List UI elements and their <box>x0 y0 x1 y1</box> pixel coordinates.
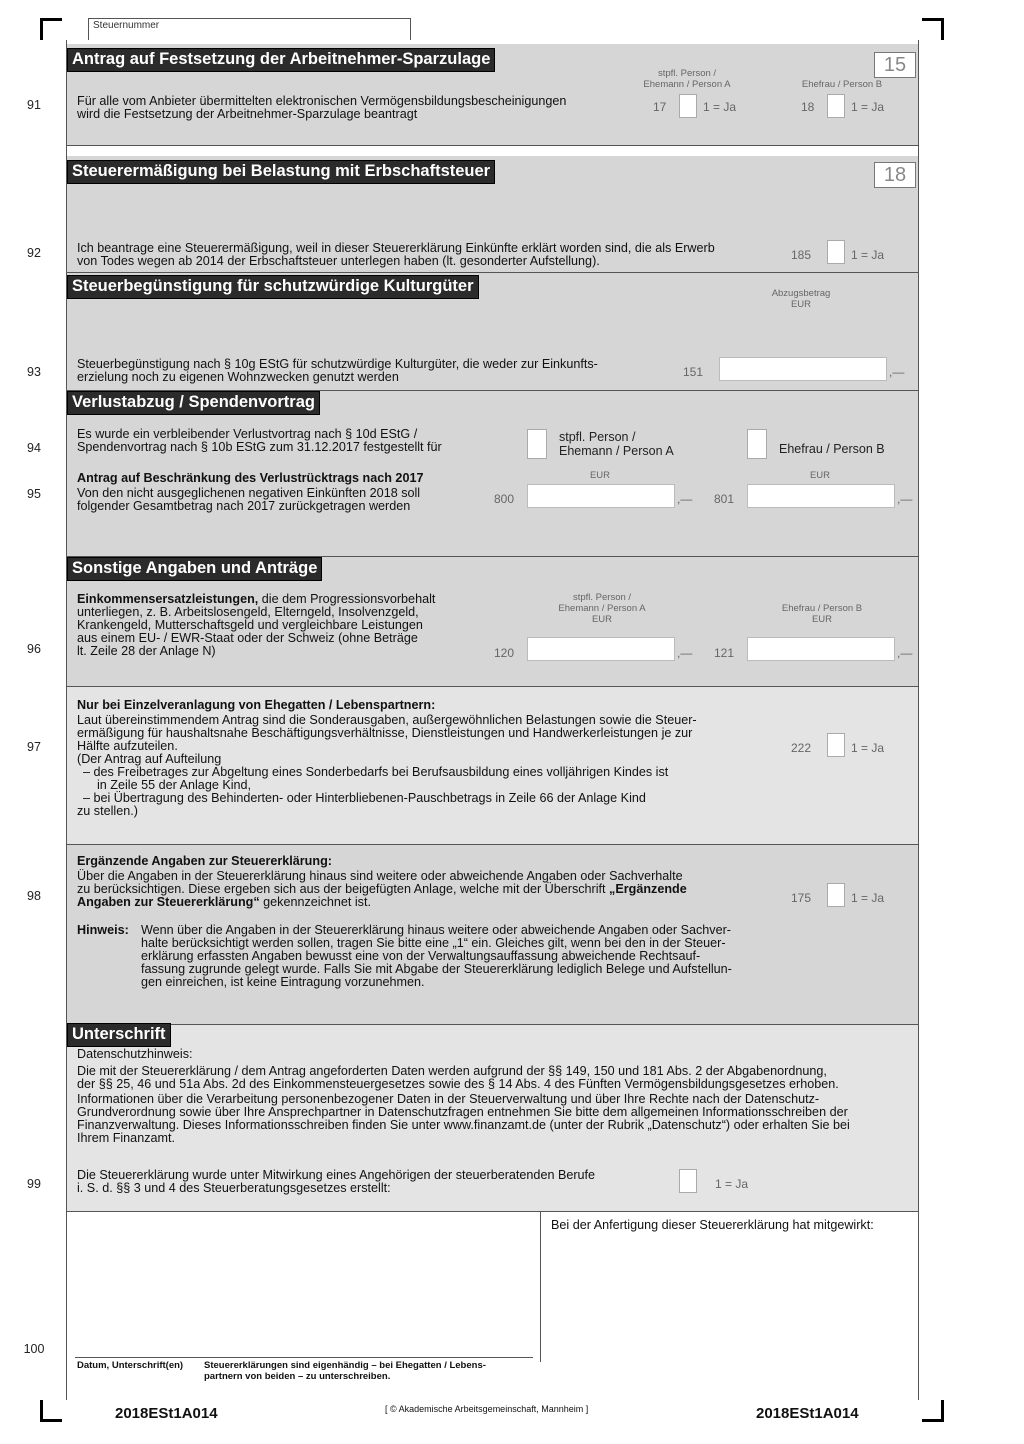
text-line: Datenschutzhinweis: <box>77 1047 193 1061</box>
text-line: Für alle vom Anbieter übermittelten elektronischen Vermögensbildungsbescheinigungen <box>77 94 567 108</box>
text-line: Grundverordnung sowie über Ihre Ansprechpartner in Datenschutzfragen entnehmen Sie bitte dem allgemeinen Informationsschreiben der <box>77 1105 848 1119</box>
column-person-a <box>627 68 747 90</box>
section-title: Verlustabzug / Spendenvortrag <box>67 391 320 415</box>
ja-label: 1 = Ja <box>851 741 885 755</box>
checkbox-einzelveranlagung[interactable] <box>827 733 845 757</box>
text-line: Informationen über die Verarbeitung personenbezogener Daten in der Steuerverwaltung und über Ihre Rechte nach der Datenschutz- <box>77 1092 820 1106</box>
text-line: (Der Antrag auf Aufteilung <box>77 752 222 766</box>
field-code: 151 <box>683 365 704 379</box>
line-number: 96 <box>27 642 41 656</box>
ja-label: 1 = Ja <box>851 248 885 262</box>
column-person-b: Ehefrau / Person B <box>801 79 883 90</box>
text-line: zu stellen.) <box>77 804 138 818</box>
column-label: Ehefrau / Person B <box>781 603 863 614</box>
person-b-label: Ehefrau / Person B <box>779 442 885 456</box>
text-line: – des Freibetrages zur Abgeltung eines Sonderbedarfs bei Berufsausbildung eines volljährigen Kindes ist <box>83 765 669 779</box>
line-number: 94 <box>27 441 41 455</box>
text-fragment: zu berücksichtigen. Diese ergeben sich aus der beigefügten Anlage, welche mit der Überschrift <box>77 882 610 896</box>
text-line: Über die Angaben in der Steuererklärung hinaus sind weitere oder abweichende Angaben oder Sachverhalte <box>77 869 683 883</box>
section-einzelveranlagung <box>27 687 918 845</box>
text-line: Die Steuererklärung wurde unter Mitwirkung eines Angehörigen der steuerberatenden Berufe <box>77 1168 596 1182</box>
cents-suffix: ,— <box>677 492 693 506</box>
signature-area <box>23 1212 918 1400</box>
form-body <box>23 40 919 1400</box>
section-sonstige-angaben <box>27 557 918 687</box>
person-a-label <box>559 430 674 458</box>
text-line: in Zeile 55 der Anlage Kind, <box>97 778 252 792</box>
text-line: lt. Zeile 28 der Anlage N) <box>77 644 216 658</box>
column-person-a <box>537 592 667 625</box>
mitgewirkt-field[interactable] <box>542 1212 918 1399</box>
text-line: halte berücksichtigt werden sollen, tragen Sie bitte eine „1“ ein. Gleiches gilt, wenn bei den in der Steuer- <box>141 936 726 950</box>
hinweis-label: Hinweis: <box>77 923 129 937</box>
line-number: 91 <box>27 98 41 112</box>
section-erbschaftsteuer <box>27 156 918 273</box>
field-code: 120 <box>494 646 515 660</box>
line-number: 98 <box>27 889 41 903</box>
text-line: von Todes wegen ab 2014 der Erbschaftsteuer unterlegen haben (lt. gesonderter Aufstellung). <box>77 254 600 268</box>
text-line: Wenn über die Angaben in der Steuererklärung hinaus weitere oder abweichende Angaben oder Sachver- <box>141 923 731 937</box>
text-emphasis: Angaben zur Steuererklärung“ <box>77 895 260 909</box>
text-line: der §§ 25, 46 und 51a Abs. 2d des Einkommensteuergesetzes sowie des § 14 Abs. 4 des Fünften Vermögensbildungsgesetzes erhoben. <box>77 1077 839 1091</box>
column-label: Ehemann / Person A <box>643 79 731 90</box>
text-line: – bei Übertragung des Behinderten- oder Hinterbliebenen-Pauschbetrags in Zeile 66 der Anlage Kind <box>83 791 646 805</box>
eur-label: EUR <box>809 470 831 481</box>
eur-label: EUR <box>589 470 611 481</box>
section-title: Unterschrift <box>67 1023 171 1047</box>
verlustruecktrag-person-b-input[interactable] <box>747 484 895 508</box>
section-verlustabzug <box>27 391 918 557</box>
text-line: unterliegen, z. B. Arbeitslosengeld, Elterngeld, Insolvenzgeld, <box>77 605 419 619</box>
section-title: Antrag auf Festsetzung der Arbeitnehmer-Sparzulage <box>67 48 495 72</box>
line-number: 97 <box>27 740 41 754</box>
column-abzugsbetrag <box>741 288 861 310</box>
line-number: 92 <box>27 246 41 260</box>
text-line: Krankengeld, Mutterschaftsgeld und vergleichbare Leistungen <box>77 618 423 632</box>
checkbox-erbschaftsteuer[interactable] <box>827 240 845 264</box>
text-heading: Einkommensersatzleistungen, <box>77 592 259 606</box>
text-line: Finanzverwaltung. Dieses Informationsschreiben finden Sie unter www.finanzamt.de (unter der Rubrik „Datenschutz“) oder erhalten Sie bei <box>77 1118 850 1132</box>
text-line: gen einreichen, ist keine Eintragung vorzunehmen. <box>141 975 425 989</box>
ja-label: 1 = Ja <box>703 100 737 114</box>
text-line: ermäßigung für haushaltsnahe Beschäftigungsverhältnisse, Dienstleistungen und Handwerkerleistungen je zur <box>77 726 693 740</box>
field-code: 185 <box>791 248 812 262</box>
ja-label: 1 = Ja <box>715 1177 749 1191</box>
signature-field[interactable] <box>67 1212 541 1362</box>
column-label: EUR <box>811 614 833 625</box>
field-code: 222 <box>791 741 812 755</box>
text-line: Ich beantrage eine Steuerermäßigung, weil in dieser Steuererklärung Einkünfte erklärt worden sind, die als Erwerb <box>77 241 715 255</box>
form-code-left: 2018ESt1A014 <box>115 1405 218 1422</box>
text-line: erzielung noch zu eigenen Wohnzwecken genutzt werden <box>77 370 399 384</box>
checkbox-person-b[interactable] <box>827 94 845 118</box>
line-number: 93 <box>27 365 41 379</box>
column-label: EUR <box>591 614 613 625</box>
line-number: 95 <box>27 487 41 501</box>
note-line: partnern von beiden – zu unterschreiben. <box>204 1371 391 1382</box>
text-line: Es wurde ein verbleibender Verlustvortrag nach § 10d EStG / <box>77 427 418 441</box>
signature-note <box>204 1360 486 1382</box>
signature-line <box>75 1357 533 1358</box>
abzugsbetrag-input[interactable] <box>719 357 887 381</box>
ja-label: 1 = Ja <box>851 891 885 905</box>
section-title: Steuerbegünstigung für schutzwürdige Kulturgüter <box>67 275 479 299</box>
checkbox-person-a[interactable] <box>679 94 697 118</box>
ja-label: 1 = Ja <box>851 100 885 114</box>
section-kulturgueter <box>27 273 918 391</box>
field-code: 18 <box>801 100 815 114</box>
label-line: stpfl. Person / <box>559 430 636 444</box>
checkbox-verlust-person-b[interactable] <box>747 429 767 459</box>
field-code: 121 <box>714 646 735 660</box>
section-box-number: 18 <box>874 162 916 188</box>
column-label: Ehemann / Person A <box>558 603 646 614</box>
text-line: Hälfte aufzuteilen. <box>77 739 178 753</box>
column-person-b <box>757 603 887 625</box>
text-line: i. S. d. §§ 3 und 4 des Steuerberatungsgesetzes erstellt: <box>77 1181 391 1195</box>
corner-mark-top-left <box>40 18 62 40</box>
corner-mark-bottom-right <box>922 1400 944 1422</box>
einkommensersatz-person-b-input[interactable] <box>747 637 895 661</box>
section-ergaenzende-angaben <box>27 845 918 1025</box>
text-line: erklärung erfassten Angaben bewusst eine von der Verwaltungsauffassung abweichende Rechtsauf- <box>141 949 701 963</box>
field-code: 801 <box>714 492 735 506</box>
section-title: Sonstige Angaben und Anträge <box>67 557 322 581</box>
column-label: EUR <box>790 299 812 310</box>
text-heading: Nur bei Einzelveranlagung von Ehegatten / Lebenspartnern: <box>77 698 436 712</box>
form-code-right: 2018ESt1A014 <box>756 1405 859 1422</box>
cents-suffix: ,— <box>897 492 913 506</box>
text-line: wird die Festsetzung der Arbeitnehmer-Sparzulage beantragt <box>77 107 418 121</box>
label-line: Ehemann / Person A <box>559 444 674 458</box>
text-emphasis: „Ergänzende <box>609 882 687 896</box>
section-title: Steuerermäßigung bei Belastung mit Erbschaftsteuer <box>67 160 495 184</box>
einkommensersatz-person-a-input[interactable] <box>527 637 675 661</box>
line-number: 99 <box>27 1177 41 1191</box>
note-line: Steuererklärungen sind eigenhändig – bei Ehegatten / Lebens- <box>204 1360 486 1371</box>
text-heading: Ergänzende Angaben zur Steuererklärung: <box>77 854 332 868</box>
text-line: Steuerbegünstigung nach § 10g EStG für schutzwürdige Kulturgüter, die weder zur Einkunfts- <box>77 357 598 371</box>
text-line: Spendenvortrag nach § 10b EStG zum 31.12.2017 festgestellt für <box>77 440 442 454</box>
checkbox-verlust-person-a[interactable] <box>527 429 547 459</box>
section-box-number: 15 <box>874 52 916 78</box>
text-line: Laut übereinstimmendem Antrag sind die Sonderausgaben, außergewöhnlichen Belastungen sowie die Steuer- <box>77 713 697 727</box>
section-arbeitnehmer-sparzulage <box>27 44 918 146</box>
signature-date-label: Datum, Unterschrift(en) <box>77 1360 184 1371</box>
mitgewirkt-label: Bei der Anfertigung dieser Steuererklärung hat mitgewirkt: <box>551 1218 874 1232</box>
field-code: 175 <box>791 891 812 905</box>
section-unterschrift <box>27 1025 918 1212</box>
text-line: Von den nicht ausgeglichenen negativen Einkünften 2018 soll <box>77 486 421 500</box>
cents-suffix: ,— <box>889 365 905 379</box>
column-label: Abzugsbetrag <box>771 288 831 299</box>
verlustruecktrag-person-a-input[interactable] <box>527 484 675 508</box>
field-code: 800 <box>494 492 515 506</box>
text-line <box>77 896 371 910</box>
text-heading: Antrag auf Beschränkung des Verlustrücktrags nach 2017 <box>77 471 424 485</box>
text-fragment: die dem Progressionsvorbehalt <box>258 592 436 606</box>
text-line: Die mit der Steuererklärung / dem Antrag angeforderten Daten werden aufgrund der §§ 149, 150 und 181 Abs. 2 der Abgabenordnung, <box>77 1064 827 1078</box>
line-number: 100 <box>23 1342 45 1356</box>
steuernummer-label: Steuernummer <box>93 20 160 31</box>
cents-suffix: ,— <box>897 646 913 660</box>
field-code: 17 <box>653 100 667 114</box>
corner-mark-top-right <box>922 18 944 40</box>
text-line: fassung zugrunde gelegt wurde. Falls Sie mit Abgabe der Steuererklärung lediglich Belege und Aufstellun- <box>141 962 732 976</box>
column-label: stpfl. Person / <box>572 592 632 603</box>
text-line: folgender Gesamtbetrag nach 2017 zurückgetragen werden <box>77 499 411 513</box>
text-line: Ihrem Finanzamt. <box>77 1131 175 1145</box>
text-fragment: gekennzeichnet ist. <box>259 895 371 909</box>
checkbox-steuerberater[interactable] <box>679 1169 697 1193</box>
checkbox-ergaenzende-angaben[interactable] <box>827 883 845 907</box>
cents-suffix: ,— <box>677 646 693 660</box>
column-label: stpfl. Person / <box>657 68 717 79</box>
copyright-note: [ © Akademische Arbeitsgemeinschaft, Mannheim ] <box>385 1404 589 1414</box>
text-line: aus einem EU- / EWR-Staat oder der Schweiz (ohne Beträge <box>77 631 418 645</box>
corner-mark-bottom-left <box>40 1400 62 1422</box>
